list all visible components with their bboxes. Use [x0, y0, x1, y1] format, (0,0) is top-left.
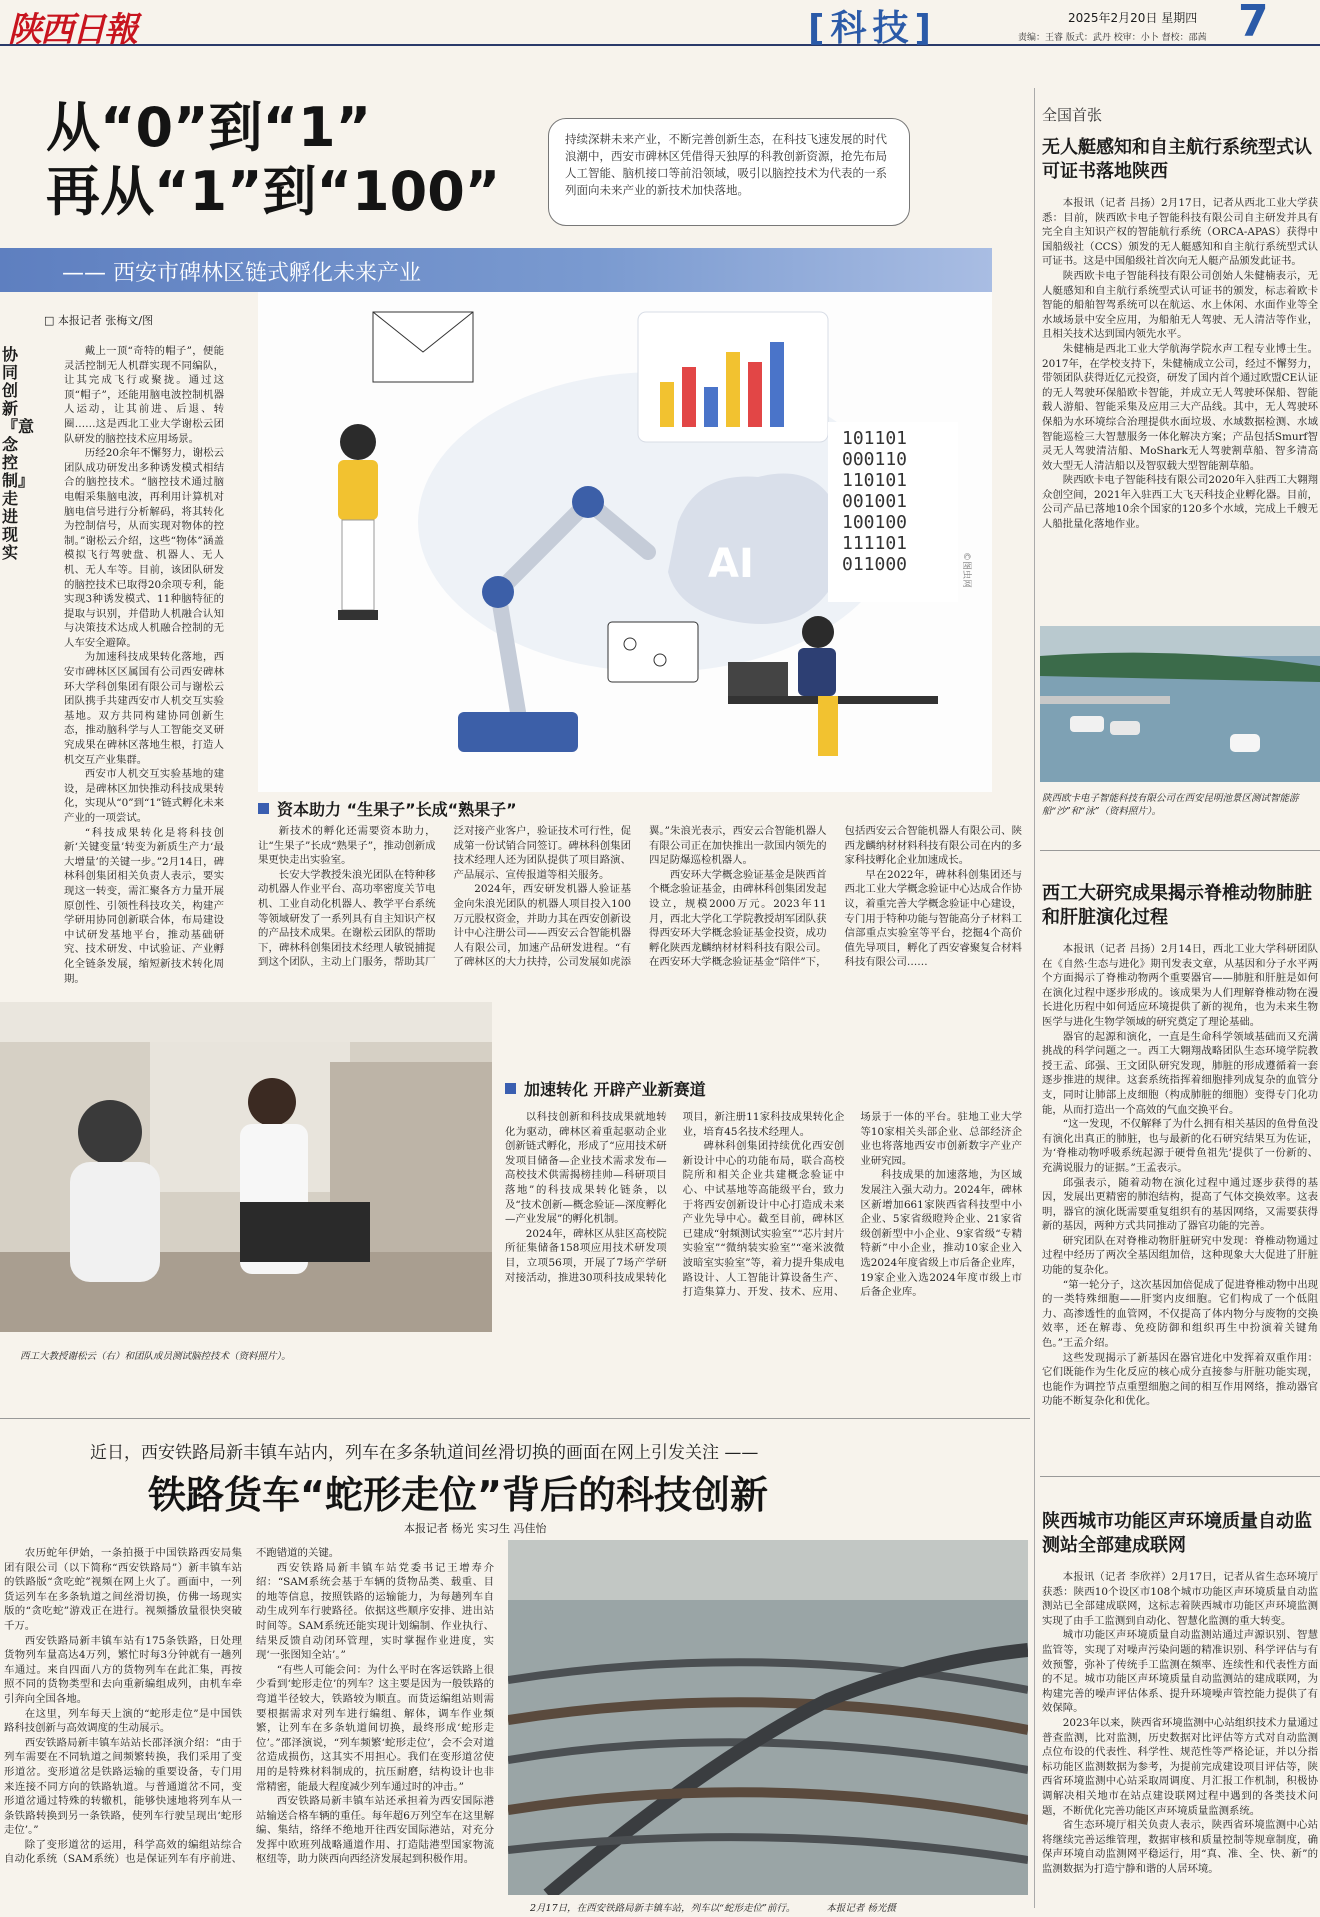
section-title: [科技]	[808, 8, 937, 49]
page-number: 7	[1238, 0, 1269, 47]
section-1-heading: 资本助力 “生果子”长成“熟果子”	[258, 797, 517, 820]
ai-label: AI	[708, 541, 754, 587]
article-1-body	[1042, 196, 1318, 532]
paragraph: 以科技创新和科技成果就地转化为驱动，碑林区着重起驱动企业创新链式孵化，形成了“应用技术研发项目储备—企业技术需求发布—高校技术供需揭榜挂帅—科研项目落地”的科技成果转化链条，以及“技术创新—概念验证—深度孵化—产业发展”的孵化机制。	[505, 1111, 667, 1226]
svg-text:000110: 000110	[842, 449, 908, 470]
paragraph: 新技术的孵化还需要资本助力，让“生果子”长成“熟果子”，推动创新成果更快走出实验室。	[258, 825, 436, 867]
paragraph: 碑林科创集团持续优化西安创新设计中心的功能布局，联合高校院所和相关企业共建概念验证中心、中试基地等高能级平台，致力于将西安创新设计中心打造成未来产业先导中心。截至目前，碑林区已建成“射频测试实验室”“芯片封片实验室”“微纳装实验室”“毫米波微波暗室实验室”等，着力提升集成电路设计、人工智能计算设备生产、打造集算力、开发、技术、应用、场景于一体的平台。驻地工业大学等10家相关头部企业、总部经济企业也将落地西安市创新数字产业产业研究园。	[682, 1111, 1022, 1299]
paragraph: 西安铁路局新丰镇车站站长邵泽演介绍：“由于列车需要在不同轨道之间频繁转换，我们采用了变形道岔。变形道岔是铁路运输的重要设备，专门用来连接不同方向的铁路轨道。与普通道岔不同，变形道岔通过特殊的转辙机，能够快速地将列车从一条铁路转换到另一条铁路，使列车行驶呈现出‘蛇形走位’。”	[4, 1736, 242, 1837]
paragraph: 省生态环境厅相关负责人表示，陕西省环境监测中心站将继续完善运维管理，数据审核和质量控制等规章制度，确保声环境自动监测网平稳运行，用“真、准、全、快、新”的监测数据为打造宁静和谐的人居环境。	[1042, 1819, 1318, 1875]
section-divider	[0, 1418, 1030, 1419]
feature-intro-box: 持续深耕未来产业，不断完善创新生态，在科技飞速发展的时代浪潮中，西安市碑林区凭借得天独厚的科教创新资源，抢先布局人工智能、脑机接口等前沿领域，吸引以脑控技术为代表的一系列面向未来产业的新技术加快落地。	[548, 118, 910, 226]
paragraph: 科技成果的加速落地，为区域发展注入强大动力。2024年，碑林区新增加661家陕西省科技型中小企业、5家省级瞪羚企业、21家省级创新型中小企业、9家省级“专精特新”中小企业，推动10家企业入选2024年度省级上市后备企业库，19家企业入选2024年度市级上市后备企业库。	[860, 1169, 1022, 1299]
right-divider	[1040, 850, 1320, 851]
rail-yard-art	[508, 1540, 1028, 1895]
vertical-section-title: 协同创新 『意念控制』走进现实	[2, 345, 35, 562]
right-category-label: 全国首张	[1042, 106, 1103, 124]
svg-text:110101: 110101	[842, 470, 908, 491]
boat-photo	[1040, 626, 1320, 782]
svg-text:101101: 101101	[842, 428, 908, 449]
rail-photo-credit: 本报记者 杨光摄	[826, 1903, 896, 1914]
svg-text:100100: 100100	[842, 512, 908, 533]
feature-headline	[46, 96, 546, 224]
paragraph: 本报讯（记者 吕扬）2月14日，西北工业大学科研团队在《自然·生态与进化》期刊发表文章，从基因和分子水平两个方面揭示了脊椎动物两个重要器官——肺脏和肝脏是如何在演化过程中逐步形成的。该成果为人们理解脊椎动物在漫长进化历程中如何适应环境提供了新的视角，也为未来生物医学与进化生物学领域的研究奠定了理论基础。	[1042, 943, 1318, 1028]
svg-text:011000: 011000	[842, 554, 908, 575]
illustration-credit: ©图虫网	[961, 552, 971, 589]
paragraph: 早在2022年，碑林科创集团还与西北工业大学概念验证中心达成合作协议，着重完善大学概念验证中心建设，专门用于特种功能与智能高分子材料工信部重点实验室等平台，挖掘4个高价值先导项目，孵化了西安睿聚复合材料科技有限公司……	[844, 868, 1022, 969]
article-3-title: 陕西城市功能区声环境质量自动监测站全部建成联网	[1042, 1511, 1312, 1556]
boat-photo-caption: 陕西欧卡电子智能科技有限公司在西安昆明池景区测试智能游船“沙”和“泳”（资料照片）。	[1042, 793, 1299, 817]
paragraph: 本报讯（记者 吕扬）2月17日，记者从西北工业大学获悉：目前，陕西欧卡电子智能科技有限公司自主研发并具有完全自主知识产权的智能航行系统（ORCA-APAS）获得中国船级社（CCS）颁发的无人艇感知和自主航行系统型式认可证书。这是中国船级社首次向无人艇产品颁发此证书。	[1042, 197, 1318, 268]
lab-photo-caption: 西工大教授谢松云（右）和团队成员测试脑控技术（资料照片）。	[20, 1351, 291, 1362]
rail-body	[4, 1546, 494, 1908]
paragraph: 戴上一顶“奇特的帽子”，便能灵活控制无人机群实现不同编队，让其完成飞行或聚拢。通过这顶“帽子”，还能用脑电波控制机器人运动，让其前进、后退、转圈……这是西北工业大学谢松云团队研发的脑控技术应用场景。	[64, 345, 224, 445]
feature-column-1	[64, 344, 224, 986]
paragraph: 2023年以来，陕西省环境监测中心站组织技术力量通过普查监测，比对监测，历史数据对比评估等方式对自动监测点位布设的代表性、科学性、规范性等严格论证，并以分指标功能区监测数据为参考，为提前完成建设项目评估等，陕西省环境监测中心站采取周调度、月汇报工作机制，积极协调解决相关地市在站点建设联网过程中遇到的各类技术问题，不断优化完善功能区声环境质量监测系统。	[1042, 1716, 1318, 1817]
right-column-divider	[1034, 88, 1035, 1908]
paragraph: 器官的起源和演化，一直是生命科学领域基础而又充满挑战的科学问题之一。西工大翱翔战略团队生态环境学院教授王孟、邱强、王文团队研究发现，肺脏的形成遵循着一套逐步推进的规律。这套系统指挥着细胞排列成复杂的血管分支，同时让肺部上皮细胞（构成肺脏的细胞）变得专门化功能，从而打造出一个高效的气血交换平台。	[1042, 1030, 1318, 1116]
paragraph: 长安大学教授朱浪光团队在特种移动机器人作业平台、高功率密度关节电机、工业自动化机器人、教学平台系统等领域研发了一系列具有自主知识产权的产品技术成果。在谢松云团队的帮助下，碑林科创集团技术经理人敏锐捕捉到这个团队，主动上门服务，帮助其厂泛对接产业客户，验证技术可行性，促成第一份试销合同签订。碑林科创集团技术经理人还为团队提供了项目路演、产品展示、宣传报道等相关服务。	[258, 825, 631, 969]
section-2-body	[505, 1110, 1022, 1410]
right-divider	[1040, 1476, 1320, 1477]
feature-byline: □ 本报记者 张梅文/图	[44, 314, 154, 327]
headline-line-2: 再从“1”到“100”	[46, 160, 501, 223]
paragraph: 这些发现揭示了新基因在器官进化中发挥着双重作用：它们既能作为生化反应的核心成分直接参与肝脏功能实现，也能作为调控节点重塑细胞之间的相互作用网络，推动器官功能不断复杂化和优化。	[1042, 1351, 1318, 1408]
rail-photo-caption	[530, 1900, 896, 1914]
rail-kicker: 近日，西安铁路局新丰镇车站内，列车在多条轨道间丝滑切换的画面在网上引发关注 ——	[90, 1443, 759, 1463]
svg-text:001001: 001001	[842, 491, 908, 512]
svg-text:111101: 111101	[842, 533, 908, 554]
paragraph: 陕西欧卡电子智能科技有限公司2020年入驻西工大翱翔众创空间，2021年入驻西工大飞天科技企业孵化器。目前，公司产品已落地10余个国家的120多个水域，完成上千艘无人船批量化落地作业。	[1042, 474, 1318, 531]
rail-headline: 铁路货车“蛇形走位”背后的科技创新	[148, 1473, 768, 1517]
editor-credits: 责编：王睿 版式：武丹 校审：小卜 督校：邵茜	[1018, 33, 1207, 43]
lab-photo-art	[0, 1002, 492, 1332]
paragraph: 西安铁路局新丰镇车站还承担着为西安国际港站输送合格车辆的重任。每年超6万列空车在这里解编、集结，络绎不绝地开往西安国际港站，对充分发挥中欧班列战略通道作用、打造陆港型国家物流枢纽等，助力陕西向西经济发展起到积极作用。	[256, 1795, 494, 1866]
paragraph: 西安环大学概念验证基金是陕西首个概念验证基金，由碑林科创集团发起设立，规模2000万元。2023年11月，西北大学化工学院教授胡军团队获得西安环大学概念验证基金投资，成功孵化陕西龙麟纳材材料科技有限公司。在西安环大学概念验证基金“陪伴”下，包括西安云合智能机器人有限公司、陕西龙麟纳材材料科技有限公司在内的多家科技孵化企业加速成长。	[649, 825, 1022, 969]
paragraph: “科技成果转化是将科技创新‘关键变量’转变为新质生产力‘最大增量’的关键一步。”2月14日，碑林科创集团相关负责人表示，要实现这一转变，需汇聚各方力量开展原创性、引领性科技攻关，构建产学研用协同创新联合体，布局建设中试研发基地平台，推动基础研究、技术研发、中试验证、产业孵化全链条发展，缩短新技术转化周期。	[64, 826, 224, 985]
paragraph: 研究团队在对脊椎动物肝脏研究中发现：脊椎动物通过过程中经历了两次全基因组加倍，这种现象大大促进了肝脏功能的复杂化。	[1042, 1234, 1318, 1277]
rail-caption-text: 2月17日，在西安铁路局新丰镇车站，列车以“蛇形走位”前行。	[530, 1903, 796, 1914]
paragraph: “有些人可能会问：为什么平时在客运铁路上很少看到‘蛇形走位’的列车？这主要是因为一般铁路的弯道半径较大，铁路较为顺直。而货运编组站则需要根据需求对列车进行编组、解体，调车作业频繁，让列车在多条轨道间切换，最终形成‘蛇形走位’。”邵泽演说，“列车频繁‘蛇形走位’，会不会对道岔造成损伤，这其实不用担心。我们在变形道岔使用的是特殊材料制成的，抗压耐磨，结构设计也非常精密，能最大程度减少列车通过时的冲击。”	[256, 1663, 494, 1793]
paragraph: 西安市人机交互实验基地的建设，是碑林区加快推动科技成果转化，实现从“0”到“1”链式孵化未来产业的一项尝试。	[64, 768, 224, 824]
paragraph: 城市功能区声环境质量自动监测站通过声源识别、智慧监管等，实现了对噪声污染问题的精准识别、科学评估与有效预警，弥补了传统手工监测在频率、连续性和代表性方面的不足。城市功能区声环境质量自动监测站的建成联网，为构建完善的噪声评估体系、提升环境噪声管控能力提供了有效保障。	[1042, 1629, 1318, 1715]
article-2-body	[1042, 942, 1318, 1472]
paragraph: 除了变形道岔的运用，科学高效的编组站综合自动化系统（SAM系统）也是保证列车有序前进、不跑错道的关键。	[4, 1547, 340, 1866]
paragraph: 2024年，西安研发机器人验证基金向朱浪光团队的机器人项目投入100万元股权资金，并助力其在西安创新设计中心注册公司——西安云合智能机器人有限公司，加速产品研发进程。“有了碑林区的大力扶持，公司发展如虎添翼。”朱浪光表示，西安云合智能机器人有限公司正在加快推出一款国内领先的四足防爆巡检机器人。	[453, 825, 827, 969]
binary-readout	[842, 428, 907, 575]
paragraph: 为加速科技成果转化落地，西安市碑林区区属国有公司西安碑林环大学科创集团有限公司与谢松云团队携手共建西安市人机交互实验基地。双方共同构建协同创新生态，推动脑科学与人工智能交叉研究成果在碑林区落地生根，打造人机交互产业集群。	[64, 651, 224, 766]
paragraph: 邱强表示，随着动物在演化过程中通过逐步获得的基因，发展出更精密的肺泡结构，提高了气体交换效率。这表明，器官的演化既需要重复组织有的基因网络，又需要获得新的基因，两种方式共同推动了器官功能的完善。	[1042, 1176, 1318, 1233]
article-2-title: 西工大研究成果揭示脊椎动物肺脏和肝脏演化过程	[1042, 883, 1312, 928]
issue-date: 2025年2月20日 星期四	[1068, 11, 1198, 25]
paragraph: 在这里，列车每天上演的“蛇形走位”是中国铁路科技创新与高效调度的生动展示。	[4, 1707, 242, 1735]
rail-byline: 本报记者 杨光 实习生 冯佳怡	[404, 1522, 547, 1535]
article-3-body	[1042, 1570, 1318, 1910]
paragraph: 西安铁路局新丰镇车站党委书记王增寿介绍：“SAM系统会基于车辆的货物品类、载重、目的地等信息，按照铁路的运输能力，为每趟列车自动生成列车行驶路径。依据这些顺序安排、进出站时间等。SAM系统还能实现计划编制、作业执行、结果反馈自动闭环管理，实时掌握作业进度，实现‘一张图知全站’。”	[256, 1561, 494, 1662]
paragraph: 农历蛇年伊始，一条拍摄于中国铁路西安局集团有限公司（以下简称“西安铁路局”）新丰镇车站的铁路版“贪吃蛇”视频在网上火了。画面中，一列货运列车在多条轨道之间丝滑切换，仿佛一场现实版的“贪吃蛇”游戏正在进行。视频播放量很快突破千万。	[4, 1547, 242, 1632]
paragraph: 本报讯（记者 李欣祥）2月17日，记者从省生态环境厅获悉：陕西10个设区市108个城市功能区声环境质量自动监测站已全部建成联网，这标志着陕西城市功能区声环境监测实现了由手工监测到自动化、智慧化监测的重大转变。	[1042, 1571, 1318, 1627]
headline-line-1: 从“0”到“1”	[46, 96, 372, 159]
paragraph: 西安铁路局新丰镇车站有175条铁路，日处理货物列车量高达4万列，繁忙时每3分钟就有一趟列车通过。来自四面八方的货物列车在此汇集，再按照不同的货物类型和去向重新编组成列，由机车牵引奔向全国各地。	[4, 1634, 242, 1705]
paragraph: 陕西欧卡电子智能科技有限公司创始人朱健楠表示，无人艇感知和自主航行系统型式认可证书的颁发，标志着欧卡智能的船舶智驾系统可以在航运、水上休闲、水面作业等全水域场景中安全应用，为船舶无人驾驶、无人清洁等作业，且相关技术达到国内领先水平。	[1042, 269, 1318, 341]
lab-photo	[0, 1002, 492, 1332]
section-2-heading: 加速转化 开辟产业新赛道	[505, 1077, 706, 1100]
ai-illustration	[258, 292, 992, 792]
boat-photo-art	[1040, 626, 1320, 782]
paragraph: “这一发现，不仅解释了为什么拥有相关基因的鱼骨鱼没有演化出真正的肺脏，也与最新的化石研究结果互为佐证，为‘脊椎动物呼吸系统起源于硬骨鱼祖先’提供了一份新的、充满说服力的证据。”王孟表示。	[1042, 1118, 1318, 1174]
section-1-body	[258, 824, 1022, 1000]
ai-illustration-art	[258, 292, 992, 792]
newspaper-logo: 陕西日報	[8, 10, 136, 50]
feature-subtitle: —— 西安市碑林区链式孵化未来产业	[62, 261, 421, 286]
rail-yard-photo	[508, 1540, 1028, 1895]
paragraph: 朱健楠是西北工业大学航海学院水声工程专业博士生。2017年，在学校支持下，朱健楠成立公司，经过不懈努力，带领团队获得近亿元投资，研发了国内首个通过欧盟CE认证的无人驾驶环保船欧卡智能，并成立无人驾驶环保船、智能载人游船、智能采集及应用三大产品线。其中，无人驾驶环保船为水环境综合治理提供水面垃圾、水域数据检测、水域智能巡检三大智慧服务一体化解决方案；产品包括Smurf智灵无人驾驶清洁船、MoShark无人驾驶割草船、智多清高效大型无人清洁船以及智驭载大型智能割草船。	[1042, 342, 1318, 472]
paragraph: “第一轮分子，这次基因加倍促成了促进脊椎动物中出现的一类特殊细胞——肝窦内皮细胞。它们构成了一个低阻力、高渗透性的血管网，不仅提高了体内物分与废物的交换效率，还在解毒、免疫防御和组织再生中扮演着关键角色。”王孟介绍。	[1042, 1278, 1318, 1350]
paragraph: 历经20余年不懈努力，谢松云团队成功研发出多种诱发模式相结合的脑控技术。“脑控技术通过脑电帽采集脑电波，再利用计算机对脑电信号进行分析解码，将其转化为控制信号，从而实现对物体的控制。”谢松云介绍，这些“物体”涵盖模拟飞行驾驶盘、机器人、无人机、无人车等。目前，该团队研发的脑控技术已取得20余项专利，能实现3种诱发模式、11种脑特征的提取与识别，并借助人机融合认知与决策技术达成人机融合控制的无人车安全避障。	[64, 447, 224, 649]
paragraph: 2024年，碑林区从驻区高校院所征集储备158项应用技术研发项目，立项56项，开展了7场产学研对接活动，推进30项科技成果转化项目，新注册11家科技成果转化企业，培育45名技术经理人。	[505, 1111, 845, 1284]
article-1-title: 无人艇感知和自主航行系统型式认可证书落地陕西	[1042, 137, 1312, 182]
